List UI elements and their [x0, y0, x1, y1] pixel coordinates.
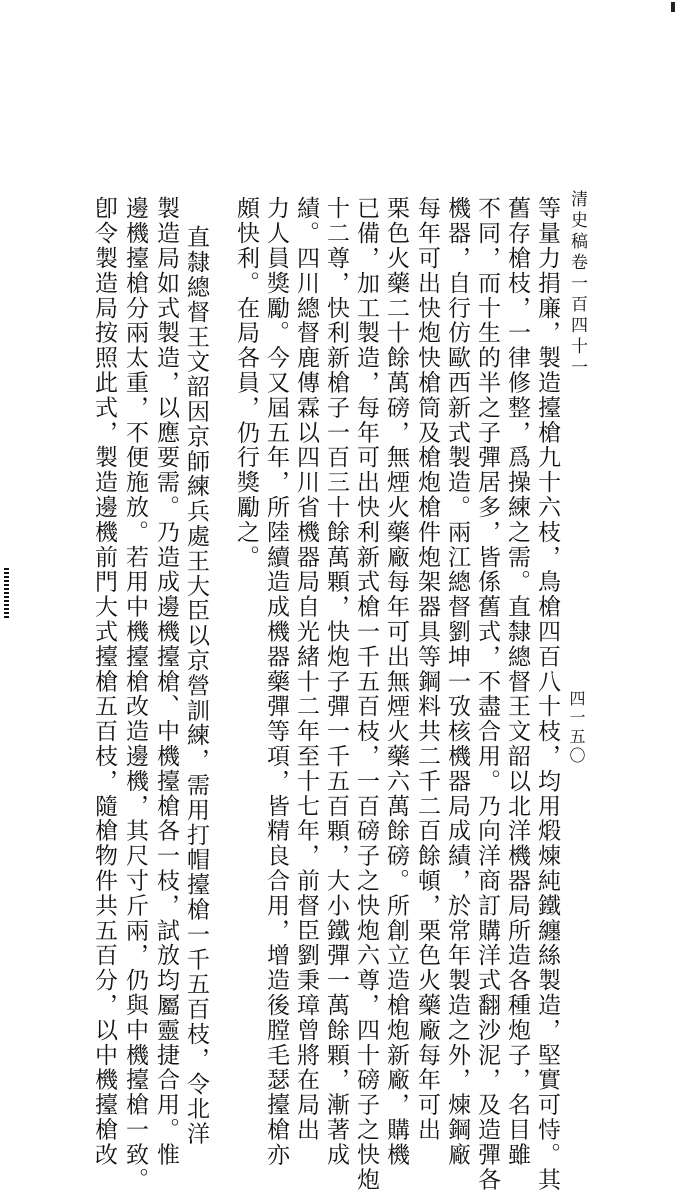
scan-corner-mark [671, 2, 675, 12]
page-number: 四一五〇 [567, 690, 586, 766]
text-column: 製造局如式製造，以應要需。乃造成邊機擡槍、中機擡槍各一枝，試放均屬靈捷合用。惟 [153, 196, 179, 1168]
running-title: 清史稿卷一百四十一 [567, 190, 587, 379]
text-column: 力人員獎勵。今又屆五年，所陸續造成機器藥彈等項，皆精良合用，增造後膛毛瑟擡槍亦 [263, 196, 289, 1168]
text-column: 不同，而十生的半之子彈居多，皆係舊式，不盡合用。乃向洋商訂購洋式翻沙泥，及造彈各 [474, 196, 500, 1192]
binding-edge-mark [4, 568, 9, 620]
text-column: 頗快利。在局各員，仍行獎勵之。 [233, 196, 259, 570]
text-column: 直隸總督王文韶因京師練兵處王大臣以京營訓練，需用打帽擡槍一千五百枝，令北洋 [183, 225, 209, 1147]
text-column: 邊機擡槍分兩太重，不便施放。若用中機擡槍改造邊機，其尺寸斤兩，仍與中機擡槍一致。 [122, 196, 148, 1192]
text-column: 每年可出快炮快槍筒及槍炮槍件炮架器具等鋼料共二千二百餘頓，栗色火藥廠每年可出 [414, 196, 440, 1143]
text-column: 機器，自行仿歐西新式製造。兩江總督劉坤一攷核機器局成績，於常年製造之外，煉鋼廠 [444, 196, 470, 1168]
text-column: 已備，加工製造，每年可出快利新式槍一千五百枝，一百磅子之快炮六尊，四十磅子之快炮 [353, 196, 379, 1192]
text-column: 栗色火藥二十餘萬磅，無煙火藥廠每年可出無煙火藥六萬餘磅。所創立造槍炮新廠，購機 [383, 196, 409, 1168]
text-column: 等量力捐廉，製造擡槍九十六枝，鳥槍四百八十枝，均用煅煉純鐵纏絲製造，堅實可恃。其 [534, 196, 560, 1192]
text-column: 績。四川總督鹿傳霖以四川省機器局自光緒十二年至十七年，前督臣劉秉璋曾將在局出 [293, 196, 319, 1143]
text-column: 十二尊，快利新槍子一百三十餘萬顆，快炮子彈一千五百顆，大小鐵彈一萬餘顆，漸著成 [323, 196, 349, 1168]
text-column: 舊存槍枝，一律修整，爲操練之需。直隸總督王文韶以北洋機器局所造各種炮子，名目雖 [504, 196, 530, 1168]
text-column: 卽令製造局按照此式，製造邊機前門大式擡槍五百枝，隨槍物件共五百分，以中機擡槍改 [91, 196, 117, 1168]
